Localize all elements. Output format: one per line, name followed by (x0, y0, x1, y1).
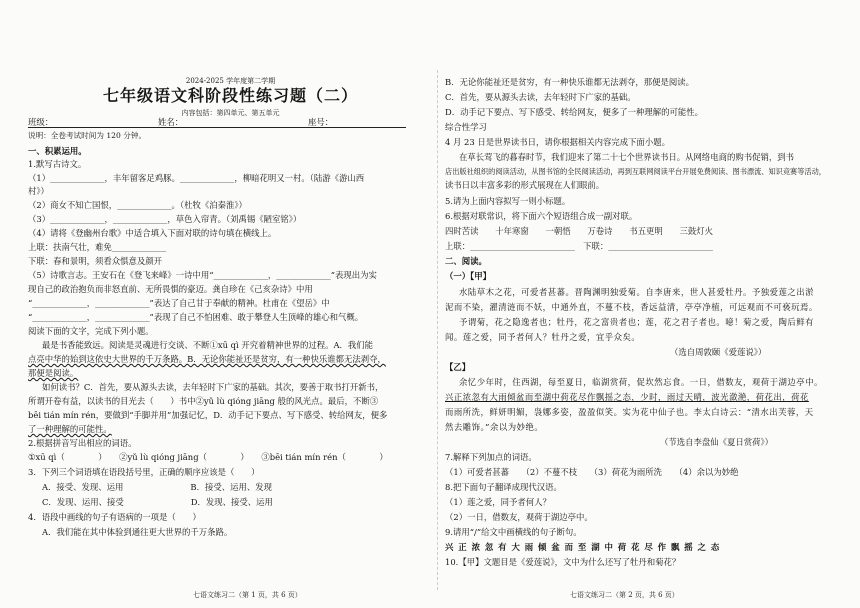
subsection-heading: （一）【甲】 (445, 271, 492, 281)
question-line: 7.解释下列加点的词语。 (445, 452, 537, 462)
passage-line: 读书日以丰富多彩的形式展现在人们眼前。 (445, 180, 605, 190)
choice-line: A．接受、发现、运用 B．接受、运用、发现 (42, 482, 272, 492)
seat-label: 座号： (308, 117, 334, 127)
question-line: 4．语段中画线的句子有语病的一项是（ ） (28, 512, 201, 522)
page-footer: 七语文练习二（第 2 页，共 6 页） (570, 591, 679, 599)
source-citation: （节选自李盘仙《夏日赏荷》） (660, 437, 774, 447)
classical-text-line: 余忆少年时，住西湖，每至夏日，临湖赏荷，促坎然忘食。一日，借数友，观荷于湖边亭中。 (459, 377, 823, 387)
question-line: 1.默写古诗文。 (28, 159, 87, 169)
question-line: （3）_____________，_____________，草色入帘青。（刘禹锡《陋室铭》） (28, 214, 302, 224)
question-line: （4）请将《登幽州台歌》中适合填入下面对联的诗句填在横线上。 (28, 228, 277, 238)
couplet-answer-line: 上联：_________________________ 下联：_________________________ (445, 241, 713, 251)
page-divider (437, 70, 438, 590)
choice-line: D．动手记下要点、写下感受、转给网友，便多了一种理解的可能性。 (445, 107, 703, 117)
question-line: 下联：春和景明，须看众惧意及颜开 (28, 256, 162, 266)
question-line: 阅读下面的文字，完成下列小题。 (28, 326, 154, 336)
question-line: 5.请为上面内容拟写一则小标题。 (445, 196, 571, 206)
question-line: 现自己的政治抱负而非怒直前、无所畏惧的豪迈。龚自珍在《己亥杂诗》中用 (28, 284, 313, 294)
passage-line: 在草长莺飞的暮春时节，我们迎来了第二十七个世界读书日。从网络电商的购书促销，到书 (459, 152, 794, 162)
classical-text-line: 泥而不染，濯清涟而不妖，中通外直，不蔓不枝，香远益清，亭亭净植，可远观而不可亵玩焉。 (445, 302, 818, 312)
question-line: （1）_____________，丰年留客足鸡豚。_____________，柳暗花明又一村。（陆游《游山西 (28, 173, 365, 183)
choice-line: C．发现、运用、接受 D．发现、接受、运用 (42, 497, 273, 507)
passage-line: 如何读书？C．首先，要从源头去读，去年轻时下广家的基础。其次，要善于取书打开新书， (42, 382, 384, 392)
passage-line: 最是书香能致远。阅读是灵魂进行交谈、不断①xū qì 开究着精神世界的过程。A．我们能 (42, 340, 374, 350)
school-year: 2024-2025 学年度第二学期 (185, 77, 276, 85)
exam-note: 说明：全卷考试时间为 120 分钟。 (28, 131, 147, 140)
question-line: “_____________，_____________”表现了自己不怕困难、敢于攀登人生顶峰的雄心和气概。 (28, 312, 364, 322)
question-line: （5）诗歌言志。王安石在《登飞来峰》一诗中用“_____________，_____________”表现出为实 (28, 270, 377, 280)
passage-line: bēi tián mín rén，要做到“手脚并用”加强记忆，D．动手记下要点、写下感受、转给网友，便多 (28, 410, 388, 420)
header-rule (28, 127, 406, 128)
right-page (445, 0, 837, 608)
passage-line: 所谓开卷有益，以读书的目光去（ ）书中②yǔ lù qióng jiāng 般的风光点。最后，不断③ (28, 396, 379, 406)
question-line: ①xū qì（ ） ②yǔ lù qióng jiāng（ ） ③bēi tián mín rén（ ） (28, 452, 388, 462)
classical-text-line: 然去雕饰。”余以为妙绝。 (445, 422, 544, 432)
question-line: 上联：扶南气壮，难免_____________ (28, 242, 167, 252)
question-line: 9.请用“/”给文中画横线的句子断句。 (445, 527, 582, 537)
passage-line-underlined: 点亮中华的始到这依史大世界的千万条路。B．无论你能祉还是贫穷，有一种快乐谁都无法剥夺， (28, 354, 386, 364)
sentence-to-segment: 兴 正 浓 忽 有 大 雨 倾 盆 而 至 湖 中 荷 花 尽 作 飘 摇 之 态 (445, 542, 721, 552)
section-heading: 二、阅读。 (445, 256, 487, 266)
section-heading: 综合性学习 (445, 122, 487, 132)
question-line: 3．下列三个词语填在语段括号里，正确的顺序应该是（ ） (28, 467, 260, 477)
question-line: 2.根据拼音写出相应的词语。 (28, 438, 137, 448)
classical-text-line: 而雨所洗，鲜妍明媚，袅娜多姿，盈盈似笑。实为花中仙子也。李太白诗云：“清水出芙蓉，天 (445, 407, 814, 417)
question-line: （1）莲之爱，同予者何人？ (445, 497, 551, 507)
section-heading: 一、积累运用。 (28, 146, 87, 156)
question-line: 4 月 23 日是世界读书日，请你根据相关内容完成下面小题。 (445, 137, 670, 147)
passage-line-underlined: 那便是阅读。 (28, 368, 79, 378)
choice-line: C．首先，要从源头去读，去年轻时下广家的基础。 (445, 92, 636, 102)
question-line: “_____________，_____________”表达了自己甘于奉献的精神。杜甫在《望岳》中 (28, 298, 330, 308)
question-line: 8.把下面句子翻译成现代汉语。 (445, 482, 562, 492)
question-line: （1）可爱者甚蕃 （2）不蔓不枝 （3）荷花为雨所洗 （4）余以为妙绝 (445, 467, 739, 477)
question-line: （2）一日，借数友，观荷于湖边亭中。 (445, 512, 593, 522)
question-line: （2）商女不知亡国恨，_____________。（杜牧《泊秦淮》） (28, 200, 247, 210)
exam-scope: 内容包括：第四单元、第五单元 (181, 109, 280, 117)
question-line: 村》） (28, 186, 49, 196)
name-label: 姓名： (158, 117, 184, 127)
subsection-heading: 【乙】 (445, 362, 471, 372)
classical-text-line: 水陆草木之花，可爱者甚蕃。晋陶渊明独爱菊。自李唐来，世人甚爱牡丹。予独爱莲之出淤 (459, 287, 814, 297)
passage-line: 店出版社组织的阅读活动，从图书馆的全民阅读活动，再到互联网阅读平台开展免费阅读、图书漂流、知识竞赛等活动， (445, 167, 826, 176)
question-line: 6.根据对联常识，将下面六个短语组合成一副对联。 (445, 211, 638, 221)
left-page (28, 0, 433, 608)
source-citation: （选自周敦颐《爱莲说》） (670, 347, 767, 357)
class-label: 班级： (28, 117, 54, 127)
exam-title: 七年级语文科阶段性练习题（二） (102, 86, 358, 105)
choice-line: B．无论你能祉还是贫穷，有一种快乐谁都无法剥夺，那便是阅读。 (445, 77, 695, 87)
choice-line: A．我们能在其中体验到通往更大世界的千万条路。 (42, 527, 233, 537)
classical-text-line: 予谓菊，花之隐逸者也；牡丹，花之富贵者也；莲，花之君子者也。噫！菊之爱，陶后鲜有 (459, 317, 814, 327)
page-footer: 七语文练习二（第 1 页，共 6 页） (193, 591, 302, 599)
question-line: 10.【甲】文题目是《爱莲说》，文中为什么还写了牡丹和菊花？ (445, 557, 681, 567)
classical-text-line: 闻。莲之爱，同予者何人？牡丹之爱，宜乎众矣。 (445, 332, 641, 342)
couplet-phrases: 四时苦读 十年寒窗 一朝悟 万卷诗 书五更明 三鼓灯火 (445, 226, 713, 236)
classical-text-line-underlined: 兴正浓忽有大雨倾盆而至湖中荷花尽作飘摇之态，少时，雨过天晴，波光潋滟，荷花出，荷花 (445, 392, 809, 402)
passage-line-underlined: 了一种理解的可能性。 (28, 424, 112, 434)
